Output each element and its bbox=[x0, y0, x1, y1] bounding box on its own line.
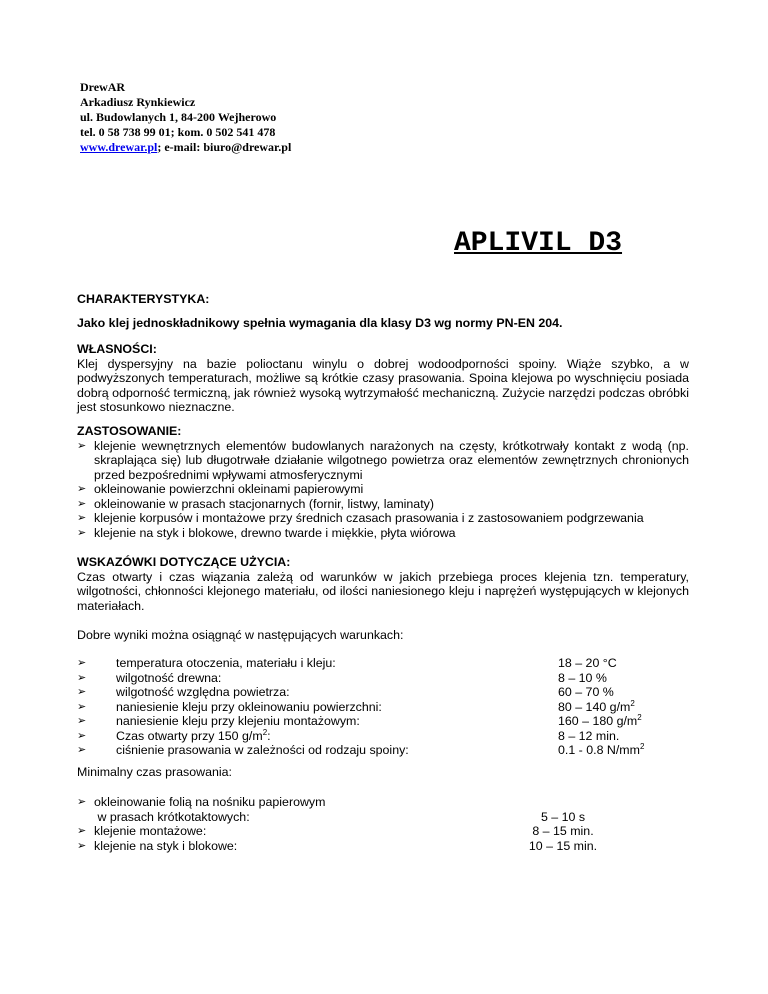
email-text: ; e-mail: biuro@drewar.pl bbox=[157, 140, 292, 154]
list-item: ➢ okleinowanie powierzchni okleinami papierowymi bbox=[77, 482, 364, 496]
application-list bbox=[77, 439, 689, 541]
characteristics-section bbox=[77, 292, 689, 330]
application-section bbox=[77, 424, 689, 540]
arrow-bullet-icon: ➢ bbox=[77, 744, 87, 756]
product-title: APLIVIL D3 bbox=[454, 228, 623, 259]
table-row: ➢ temperatura otoczenia, materiału i kleju: 18 – 20 °C bbox=[77, 656, 617, 670]
arrow-bullet-icon: ➢ bbox=[77, 686, 87, 698]
arrow-bullet-icon: ➢ bbox=[77, 483, 87, 495]
list-item: ➢ klejenie korpusów i montażowe przy średnich czasach prasowania i z zastosowaniem podgrzewania bbox=[77, 511, 644, 525]
properties-text: Klej dyspersyjny na bazie polioctanu winylu o dobrej wodoodporności spoiny. Wiąże szybko, a w podwyższonych temperaturach, możliwe są krótkie czasy prasowania. Spoina klejowa po wyschnięciu posiada dobrą odporność termiczną, jak również wysoką wytrzymałość mechaniczną. Zużycie narzędzi podczas obróbki jest stosunkowo nieznaczne. bbox=[77, 356, 689, 414]
arrow-bullet-icon: ➢ bbox=[77, 825, 87, 837]
press-times-list bbox=[77, 795, 697, 853]
characteristics-text: Jako klej jednoskładnikowy spełnia wymagania dla klasy D3 wg normy PN-EN 204. bbox=[77, 315, 563, 330]
company-person: Arkadiusz Rynkiewicz bbox=[80, 95, 196, 109]
press-time-intro: Minimalny czas prasowania: bbox=[77, 765, 232, 779]
arrow-bullet-icon: ➢ bbox=[77, 526, 87, 539]
website-link[interactable]: www.drewar.pl bbox=[80, 140, 158, 154]
company-name: DrewAR bbox=[80, 80, 126, 94]
company-contact bbox=[80, 140, 291, 155]
table-row: ➢ Czas otwarty przy 150 $g/m^2$: 8 – 12 min. bbox=[77, 727, 620, 743]
table-row: ➢ okleinowanie folią na nośniku papierowym bbox=[77, 795, 326, 809]
arrow-bullet-icon: ➢ bbox=[77, 715, 87, 727]
table-row: ➢ klejenie na styk i blokowe: 10 – 15 min. bbox=[77, 838, 598, 853]
company-address: ul. Budowlanych 1, 84-200 Wejherowo bbox=[80, 110, 277, 124]
arrow-bullet-icon: ➢ bbox=[77, 439, 87, 452]
arrow-bullet-icon: ➢ bbox=[77, 796, 87, 808]
conditions-list bbox=[77, 656, 697, 758]
table-row: ➢ wilgotność względna powietrza: 60 – 70 % bbox=[77, 685, 614, 699]
arrow-bullet-icon: ➢ bbox=[77, 839, 87, 852]
properties-section bbox=[77, 342, 689, 415]
company-phones: tel. 0 58 738 99 01; kom. 0 502 541 478 bbox=[80, 125, 276, 139]
application-heading: ZASTOSOWANIE: bbox=[77, 424, 182, 438]
usage-section bbox=[77, 555, 689, 613]
arrow-bullet-icon: ➢ bbox=[77, 729, 87, 742]
usage-heading: WSKAZÓWKI DOTYCZĄCE UŻYCIA: bbox=[77, 555, 291, 569]
list-item: ➢ okleinowanie w prasach stacjonarnych (fornir, listwy, laminaty) bbox=[77, 496, 434, 511]
arrow-bullet-icon: ➢ bbox=[77, 497, 87, 510]
table-row: ➢ naniesienie kleju przy klejeniu montażowym: 160 – 180 $g/m^2$ bbox=[77, 713, 642, 728]
table-row: ➢ klejenie montażowe: 8 – 15 min. bbox=[77, 824, 594, 838]
company-header bbox=[80, 80, 291, 155]
characteristics-heading: CHARAKTERYSTYKA: bbox=[77, 292, 210, 306]
table-row: w prasach krótkotaktowych: 5 – 10 s bbox=[94, 809, 586, 824]
arrow-bullet-icon: ➢ bbox=[77, 671, 87, 684]
arrow-bullet-icon: ➢ bbox=[77, 512, 87, 524]
list-item: ➢ klejenie na styk i blokowe, drewno twarde i miękkie, płyta wiórowa bbox=[77, 525, 456, 540]
arrow-bullet-icon: ➢ bbox=[77, 700, 87, 713]
table-row: ➢ naniesienie kleju przy okleinowaniu powierzchni: 80 – 140 $g/m^2$ bbox=[77, 698, 635, 714]
table-row: ➢ ciśnienie prasowania w zależności od rodzaju spoiny: 0.1 - 0.8 $N/mm^2$ bbox=[77, 742, 645, 757]
usage-text: Czas otwarty i czas wiązania zależą od warunków w jakich przebiega proces klejenia tzn. temperatury, wilgotności, chłonności klejonego materiału, od ilości naniesionego kleju i naprężeń występujących w klejonych materiałach. bbox=[77, 569, 689, 613]
conditions-intro: Dobre wyniki można osiągnąć w następujących warunkach: bbox=[77, 628, 404, 642]
arrow-bullet-icon: ➢ bbox=[77, 657, 87, 669]
properties-heading: WŁASNOŚCI: bbox=[77, 342, 157, 356]
list-item: ➢ klejenie wewnętrznych elementów budowlanych narażonych na częsty, krótkotrwały kontakt z wodą (np. skraplająca się) lub długotrwałe działanie wilgotnego powietrza oraz elementów zewnętrznych chronionych przed bezpośrednimi wpływami atmosferycznymi bbox=[77, 438, 689, 482]
table-row: ➢ wilgotność drewna: 8 – 10 % bbox=[77, 670, 607, 685]
